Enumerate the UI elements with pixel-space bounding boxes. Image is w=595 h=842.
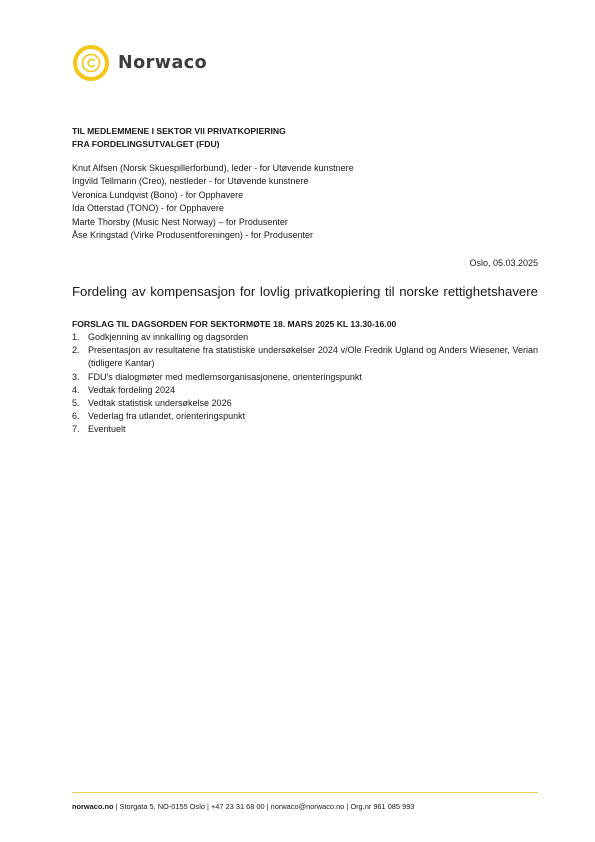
member-item: Ida Otterstad (TONO) - for Opphavere: [72, 203, 224, 214]
document-title: Fordeling av kompensasjon for lovlig privatkopiering til norske rettighetshavere: [72, 284, 538, 299]
agenda-item-number: 7.: [72, 424, 80, 435]
agenda-item: [72, 344, 538, 370]
agenda-item: [72, 423, 538, 436]
agenda-item-number: 4.: [72, 384, 80, 395]
agenda-item-text: Vedtak statistisk undersøkelse 2026: [88, 398, 232, 409]
footer-website-link[interactable]: norwaco.no: [72, 802, 114, 811]
agenda-item-number: 2.: [72, 345, 80, 356]
agenda-item-text: Vederlag fra utlandet, orienteringspunkt: [88, 411, 246, 422]
footer-contact-details: | Storgata 5, NO-0155 Oslo | +47 23 31 68 00 | norwaco@norwaco.no | Org.nr 961 085 993: [113, 802, 415, 811]
agenda-item-number: 1.: [72, 332, 80, 342]
member-item: Knut Alfsen (Norsk Skuespillerforbund), leder - for Utøvende kunstnere: [72, 163, 354, 173]
footer: [72, 802, 538, 812]
agenda-item-text: Presentasjon av resultatene fra statistiske undersøkelser 2024 v/Ole Fredrik Ugland og Anders Wiesener, Verian (tidligere Kantar): [88, 345, 538, 369]
agenda-item-number: 5.: [72, 398, 80, 409]
recipients-line-1: TIL MEDLEMMENE I SEKTOR VII PRIVATKOPIERING: [72, 126, 286, 136]
copyright-circle-icon: [72, 44, 110, 82]
agenda-item-text: Eventuelt: [88, 424, 126, 435]
member-item: Åse Kringstad (Virke Produsentforeningen) - for Produsenter: [72, 230, 313, 241]
agenda-heading: FORSLAG TIL DAGSORDEN FOR SEKTORMØTE 18. MARS 2025 KL 13.30-16.00: [72, 319, 397, 329]
agenda-item: [72, 397, 538, 410]
agenda-item-text: Godkjenning av innkalling og dagsorden: [88, 332, 249, 342]
agenda-item-number: 6.: [72, 411, 80, 422]
letter-date: Oslo, 05.03.2025: [469, 258, 538, 268]
member-item: Veronica Lundqvist (Bono) - for Opphavere: [72, 189, 244, 200]
agenda-item: [72, 371, 538, 384]
agenda-item-text: Vedtak fordeling 2024: [88, 384, 176, 395]
footer-divider: [72, 792, 538, 793]
agenda-item: [72, 331, 538, 344]
member-list: [72, 162, 532, 242]
brand-name: Norwaco: [118, 53, 208, 73]
recipients-header: [72, 125, 532, 151]
norwaco-logo: [72, 44, 207, 82]
member-item: Marte Thorsby (Music Nest Norway) – for Produsenter: [72, 216, 288, 227]
member-item: Ingvild Tellmann (Creo), nestleder - for Utøvende kunstnere: [72, 176, 309, 187]
agenda-item-text: FDU's dialogmøter med medlemsorganisasjonene, orienteringspunkt: [88, 371, 362, 382]
agenda-list: [72, 331, 538, 437]
recipients-line-2: FRA FORDELINGSUTVALGET (FDU): [72, 139, 220, 149]
agenda-item: [72, 384, 538, 397]
agenda-item: [72, 410, 538, 423]
agenda-item-number: 3.: [72, 371, 80, 382]
